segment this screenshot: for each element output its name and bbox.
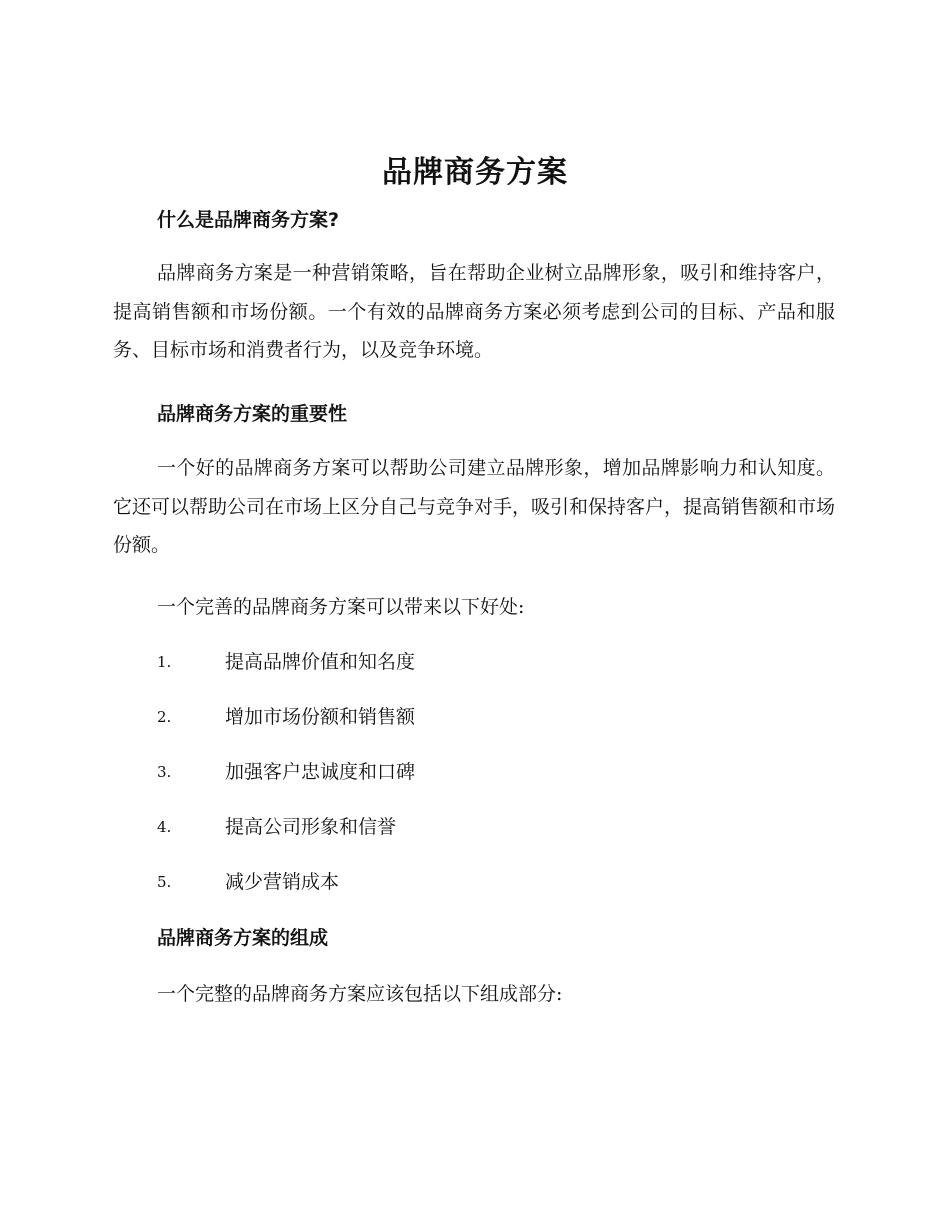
section-heading-what-is: 什么是品牌商务方案? — [157, 209, 340, 231]
list-item-number: 2. — [157, 708, 172, 726]
section-paragraph-importance: 一个好的品牌商务方案可以帮助公司建立品牌形象，增加品牌影响力和认知度。它还可以帮助公司在市场上区分自己与竞争对手，吸引和保持客户，提高销售额和市场份额。 — [113, 457, 836, 556]
list-item-text: 提高品牌价值和知名度 — [225, 651, 416, 673]
list-item-number: 4. — [157, 818, 172, 836]
list-item-number: 1. — [157, 653, 172, 671]
section-heading-importance: 品牌商务方案的重要性 — [157, 403, 348, 425]
list-item-number: 3. — [157, 763, 172, 781]
section-paragraph-definition: 品牌商务方案是一种营销策略，旨在帮助企业树立品牌形象，吸引和维持客户，提高销售额和市场份额。一个有效的品牌商务方案必须考虑到公司的目标、产品和服务、目标市场和消费者行为，以及竞争环境。 — [113, 262, 835, 361]
list-item-text: 提高公司形象和信誉 — [225, 816, 397, 838]
list-item-text: 减少营销成本 — [225, 871, 340, 893]
section-heading-components: 品牌商务方案的组成 — [157, 927, 329, 949]
components-intro: 一个完整的品牌商务方案应该包括以下组成部分: — [157, 983, 563, 1005]
document-title: 品牌商务方案 — [382, 155, 568, 190]
benefits-intro: 一个完善的品牌商务方案可以带来以下好处: — [157, 596, 525, 618]
list-item-text: 加强客户忠诚度和口碑 — [225, 761, 416, 783]
list-item-number: 5. — [157, 873, 172, 891]
list-item-text: 增加市场份额和销售额 — [225, 706, 416, 728]
